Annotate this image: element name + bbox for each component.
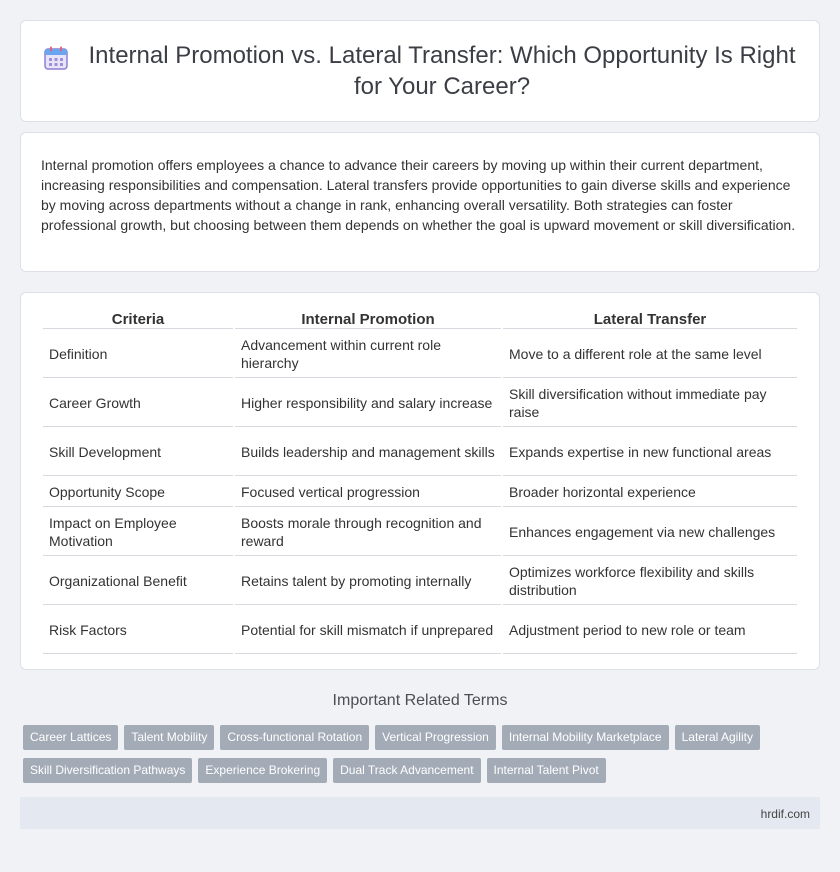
intro-card — [20, 132, 820, 272]
table-row — [43, 558, 797, 605]
table-cell: Advancement within current role hierarchy — [235, 331, 501, 378]
table-row — [43, 509, 797, 556]
tag-talent-mobility[interactable]: Talent Mobility — [124, 725, 214, 750]
comparison-table-card — [20, 292, 820, 670]
page-title: Internal Promotion vs. Lateral Transfer: Which Opportunity Is Right for Your Career? — [88, 42, 796, 100]
table-cell: Organizational Benefit — [43, 558, 233, 605]
tag-vertical-progression[interactable]: Vertical Progression — [375, 725, 496, 750]
tag-cross-functional-rotation[interactable]: Cross-functional Rotation — [220, 725, 369, 750]
table-cell: Adjustment period to new role or team — [503, 607, 797, 654]
table-header-row — [43, 309, 797, 329]
table-cell: Expands expertise in new functional areas — [503, 429, 797, 476]
table-row — [43, 331, 797, 378]
header-internal-promotion: Internal Promotion — [235, 309, 501, 329]
table-cell: Definition — [43, 331, 233, 378]
table-cell: Career Growth — [43, 380, 233, 427]
tag-lateral-agility[interactable]: Lateral Agility — [675, 725, 760, 750]
tag-skill-diversification-pathways[interactable]: Skill Diversification Pathways — [23, 758, 192, 783]
header-criteria: Criteria — [43, 309, 233, 329]
tag-internal-mobility-marketplace[interactable]: Internal Mobility Marketplace — [502, 725, 669, 750]
table-cell: Move to a different role at the same level — [503, 331, 797, 378]
table-row — [43, 380, 797, 427]
table-cell: Impact on Employee Motivation — [43, 509, 233, 556]
table-cell: Skill Development — [43, 429, 233, 476]
header-lateral-transfer: Lateral Transfer — [503, 309, 797, 329]
table-cell: Enhances engagement via new challenges — [503, 509, 797, 556]
table-row — [43, 607, 797, 654]
intro-paragraph: Internal promotion offers employees a chance to advance their careers by moving up within their current department, increasing responsibilities and compensation. Lateral transfers provide opportunities to gain diverse skills and experience by moving across departments without a change in rank, enhancing overall versatility. Both strategies can foster professional growth, but choosing between them depends on whether the goal is upward movement or skill diversification. — [41, 157, 796, 233]
tag-internal-talent-pivot[interactable]: Internal Talent Pivot — [487, 758, 606, 783]
related-terms-title: Important Related Terms — [332, 692, 508, 709]
footer-site-link[interactable]: hrdif.com — [760, 807, 810, 821]
table-cell: Potential for skill mismatch if unprepared — [235, 607, 501, 654]
table-cell: Opportunity Scope — [43, 478, 233, 507]
table-cell: Skill diversification without immediate pay raise — [503, 380, 797, 427]
related-terms-tags — [20, 725, 820, 783]
table-cell: Focused vertical progression — [235, 478, 501, 507]
table-cell: Optimizes workforce flexibility and skills distribution — [503, 558, 797, 605]
table-cell: Higher responsibility and salary increase — [235, 380, 501, 427]
table-row — [43, 429, 797, 476]
header-card — [20, 20, 820, 122]
table-cell: Retains talent by promoting internally — [235, 558, 501, 605]
calendar-icon — [43, 45, 69, 71]
comparison-table — [41, 307, 799, 656]
footer — [20, 797, 820, 829]
table-cell: Builds leadership and management skills — [235, 429, 501, 476]
table-row — [43, 478, 797, 507]
tag-experience-brokering[interactable]: Experience Brokering — [198, 758, 327, 783]
tag-career-lattices[interactable]: Career Lattices — [23, 725, 118, 750]
table-cell: Boosts morale through recognition and reward — [235, 509, 501, 556]
table-cell: Risk Factors — [43, 607, 233, 654]
tag-dual-track-advancement[interactable]: Dual Track Advancement — [333, 758, 480, 783]
table-cell: Broader horizontal experience — [503, 478, 797, 507]
